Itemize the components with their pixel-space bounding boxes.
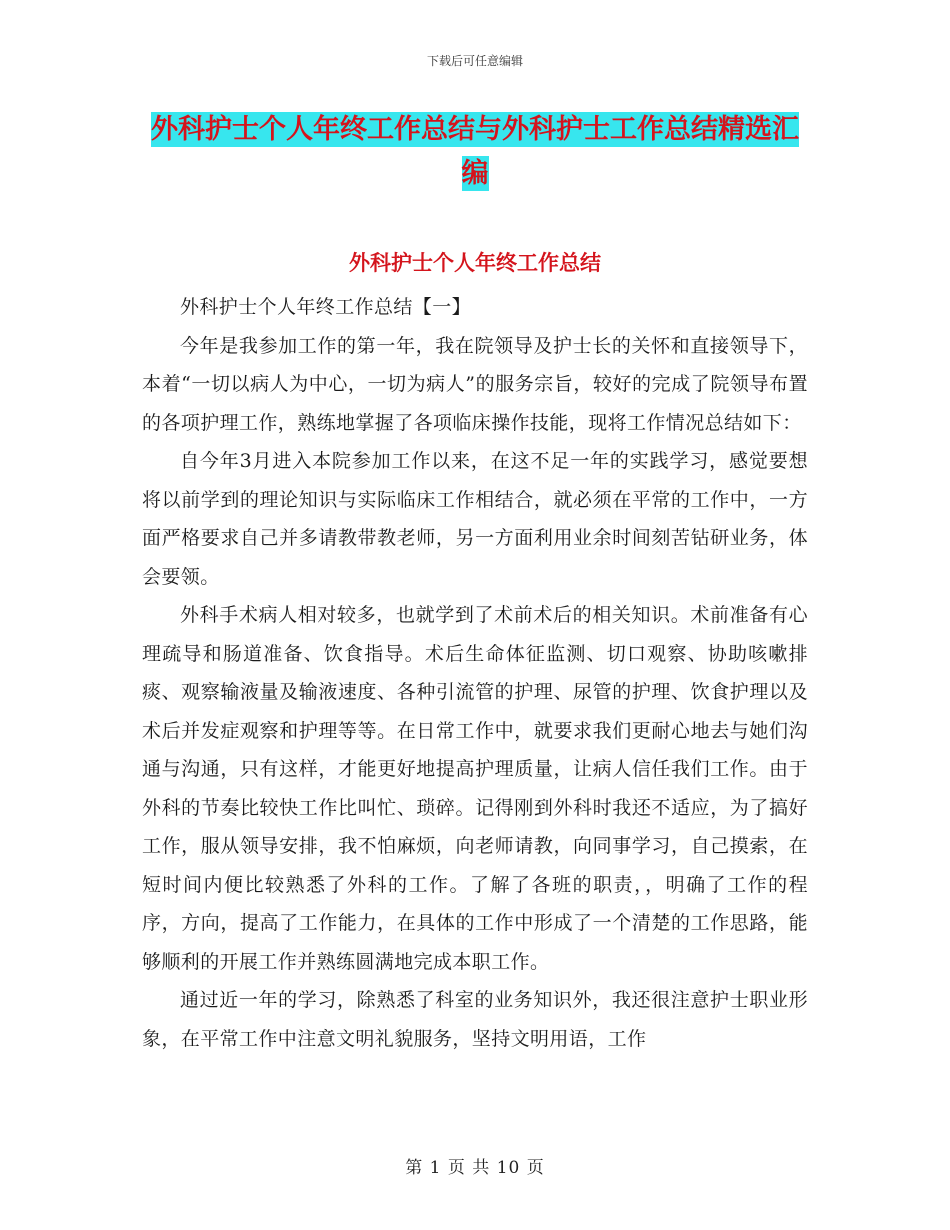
paragraph: 自今年3月进入本院参加工作以来，在这不足一年的实践学习，感觉要想将以前学到的理论知识与实际临床工作相结合，就必须在平常的工作中，一方面严格要求自己并多请教带教老师，另一方面利用业余时间刻苦钻研业务，体会要领。 [142, 450, 808, 588]
page-footer: 第 1 页 共 10 页 [405, 1158, 545, 1178]
paragraph: 通过近一年的学习，除熟悉了科室的业务知识外，我还很注意护士职业形象，在平常工作中注意文明礼貌服务，坚持文明用语，工作 [142, 989, 808, 1050]
document-title [140, 108, 810, 196]
section-heading: 外科护士个人年终工作总结 [349, 251, 601, 275]
paragraph-subheading: 外科护士个人年终工作总结【一】 [180, 296, 472, 318]
paragraph: 外科手术病人相对较多，也就学到了术前术后的相关知识。术前准备有心理疏导和肠道准备、饮食指导。术后生命体征监测、切口观察、协助咳嗽排痰、观察输液量及输液速度、各种引流管的护理、尿管的护理、饮食护理以及术后并发症观察和护理等等。在日常工作中，就要求我们更耐心地去与她们沟通与沟通，只有这样，才能更好地提高护理质量，让病人信任我们工作。由于外科的节奏比较快工作比叫忙、琐碎。记得刚到外科时我还不适应，为了搞好工作，服从领导安排，我不怕麻烦，向老师请教，向同事学习，自己摸索，在短时间内便比较熟悉了外科的工作。了解了各班的职责，，明确了工作的程序，方向，提高了工作能力，在具体的工作中形成了一个清楚的工作思路，能够顺利的开展工作并熟练圆满地完成本职工作。 [142, 604, 808, 973]
document-title-text: 外科护士个人年终工作总结与外科护士工作总结精选汇编 [151, 114, 799, 189]
header-note: 下载后可任意编辑 [426, 54, 523, 68]
body-text [142, 288, 808, 1058]
paragraph: 今年是我参加工作的第一年，我在院领导及护士长的关怀和直接领导下，本着“一切以病人为中心，一切为病人”的服务宗旨，较好的完成了院领导布置的各项护理工作，熟练地掌握了各项临床操作技能，现将工作情况总结如下： [142, 334, 808, 434]
